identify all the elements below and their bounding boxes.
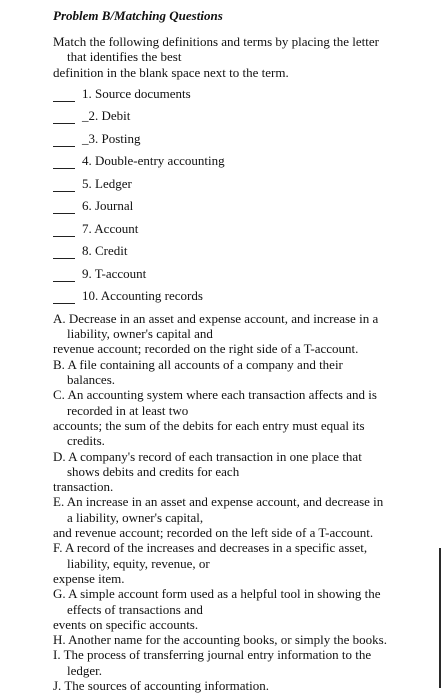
term-row	[53, 221, 138, 237]
definition-line: revenue account; recorded on the right side of a T-account.	[53, 341, 359, 356]
term-label: 10. Accounting records	[82, 288, 203, 303]
definition-line: D. A company's record of each transaction in one place that	[53, 449, 362, 464]
term-row	[53, 86, 191, 102]
definition-line: recorded in at least two	[67, 403, 189, 418]
definition-line: F. A record of the increases and decreases in a specific asset,	[53, 540, 368, 555]
term-row	[53, 153, 225, 169]
term-row	[53, 266, 146, 282]
instruction-line: that identifies the best	[67, 49, 182, 64]
answer-blank[interactable]	[53, 258, 75, 259]
definition-line: G. A simple account form used as a helpful tool in showing the	[53, 586, 381, 601]
instruction-line: definition in the blank space next to the term.	[53, 65, 289, 80]
definition-line: credits.	[67, 433, 105, 448]
term-row	[53, 288, 203, 304]
scrollbar[interactable]	[439, 548, 441, 688]
definition-line: C. An accounting system where each transaction affects and is	[53, 387, 377, 402]
instruction-line: Match the following definitions and terms by placing the letter	[53, 34, 380, 49]
definition-line: liability, owner's capital and	[67, 326, 213, 341]
definition-line: transaction.	[53, 479, 114, 494]
answer-blank[interactable]	[53, 281, 75, 282]
term-row	[53, 243, 128, 259]
term-label: 6. Journal	[82, 198, 134, 213]
definition-line: effects of transactions and	[67, 602, 203, 617]
definition-line: H. Another name for the accounting books, or simply the books.	[53, 632, 387, 647]
answer-blank[interactable]	[53, 101, 75, 102]
definition-line: J. The sources of accounting information.	[53, 678, 270, 693]
definition-line: shows debits and credits for each	[67, 464, 240, 479]
term-label: _3. Posting	[82, 131, 141, 146]
definition-line: I. The process of transferring journal entry information to the	[53, 647, 372, 662]
answer-blank[interactable]	[53, 303, 75, 304]
term-label: _2. Debit	[82, 108, 131, 123]
answer-blank[interactable]	[53, 123, 75, 124]
definition-line: accounts; the sum of the debits for each entry must equal its	[53, 418, 365, 433]
answer-blank[interactable]	[53, 236, 75, 237]
answer-blank[interactable]	[53, 168, 75, 169]
term-row	[53, 198, 133, 214]
term-label: 9. T-account	[82, 266, 147, 281]
answer-blank[interactable]	[53, 213, 75, 214]
answer-blank[interactable]	[53, 146, 75, 147]
term-label: 1. Source documents	[82, 86, 191, 101]
definition-line: E. An increase in an asset and expense account, and decrease in	[53, 494, 384, 509]
term-row	[53, 176, 132, 192]
definition-line: a liability, owner's capital,	[67, 510, 204, 525]
term-label: 7. Account	[82, 221, 139, 236]
term-label: 5. Ledger	[82, 176, 132, 191]
definition-line: A. Decrease in an asset and expense account, and increase in a	[53, 311, 379, 326]
definition-line: balances.	[67, 372, 116, 387]
term-row	[53, 108, 130, 124]
definition-line: B. A file containing all accounts of a company and their	[53, 357, 343, 372]
definition-line: events on specific accounts.	[53, 617, 199, 632]
term-label: 8. Credit	[82, 243, 128, 258]
definition-line: liability, equity, revenue, or	[67, 556, 210, 571]
definition-line: and revenue account; recorded on the left side of a T-account.	[53, 525, 374, 540]
answer-blank[interactable]	[53, 191, 75, 192]
term-row	[53, 131, 141, 147]
definition-line: expense item.	[53, 571, 125, 586]
term-label: 4. Double-entry accounting	[82, 153, 225, 168]
definition-line: ledger.	[67, 663, 103, 678]
worksheet-title: Problem B/Matching Questions	[53, 8, 223, 23]
